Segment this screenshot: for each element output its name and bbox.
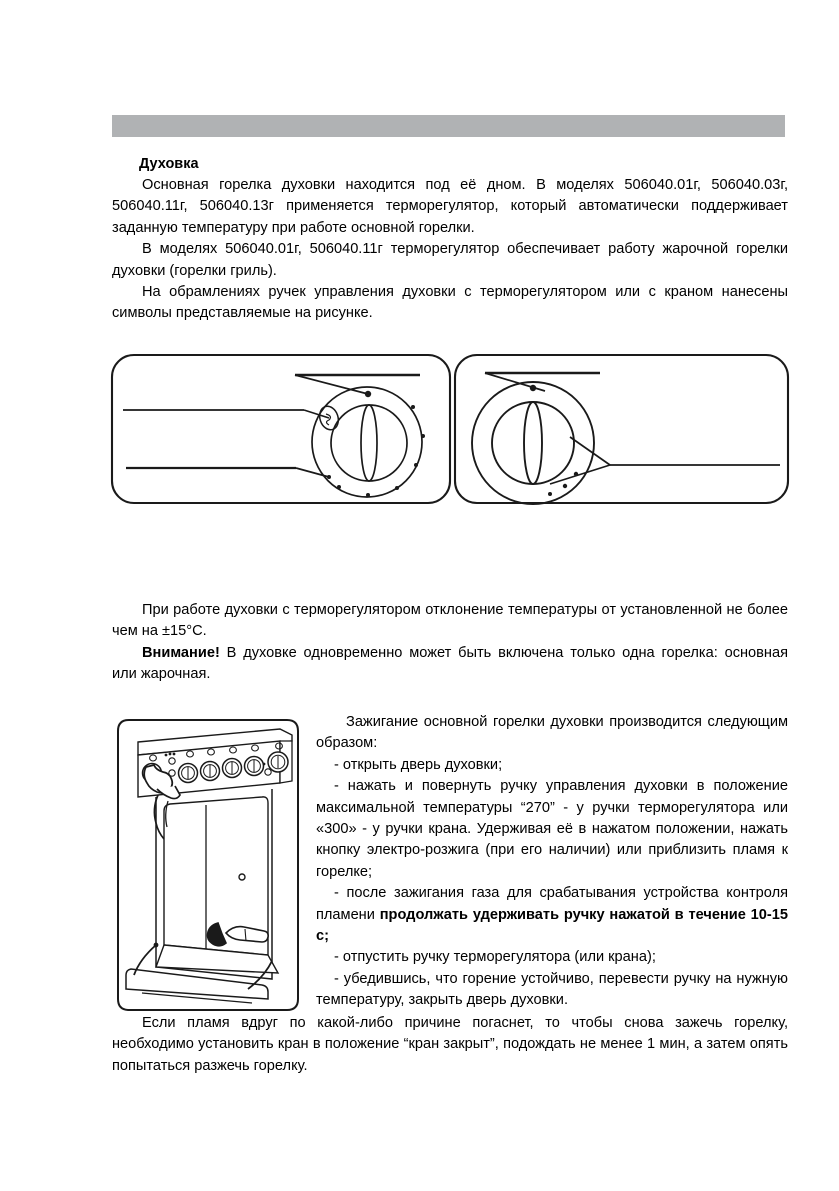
warning-paragraph (112, 643, 788, 686)
ignition-step-3-emphasis: продолжать удерживать ручку нажатой в течение 10-15 с; (316, 906, 788, 945)
closing-block (112, 1013, 788, 1077)
paragraph-1: Основная горелка духовки находится под её дном. В моделях 506040.01г, 506040.03г, 506040.11г, 506040.13г применяется терморегулятор, который автоматически поддерживает заданную температуру при работе основной горелки. (112, 177, 788, 236)
ignition-intro: Зажигание основной горелки духовки производится следующим образом: (316, 714, 788, 752)
paragraph-3: На обрамлениях ручек управления духовки с терморегулятором или с краном нанесены символы представляемые на рисунке. (112, 284, 788, 322)
tolerance-paragraph: При работе духовки с терморегулятором отклонение температуры от установленной не более чем на ±15°С. (112, 602, 788, 640)
header-band (112, 115, 785, 137)
ignition-instructions (112, 712, 788, 1015)
ignition-step-3-prefix: - после зажигания газа для срабатывания устройства контроля пламени (316, 885, 788, 923)
tolerance-and-warning-block (112, 600, 788, 686)
ignition-step-2: - нажать и повернуть ручку управления духовки в положение максимальной температуры “270” - у ручки терморегулятора или «300» - у ручки крана. Удерживая её в нажатом положении, нажать кнопку электро-розжига (при его наличии) или приблизить пламя к горелке; (316, 778, 788, 880)
warning-label: Внимание! (142, 644, 220, 661)
page-title: Духовка (139, 156, 199, 172)
oven-ignition-illustration (112, 717, 308, 1013)
paragraph-2: В моделях 506040.01г, 506040.11г терморегулятор обеспечивает работу жарочной горелки духовки (горелки гриль). (112, 241, 788, 279)
closing-paragraph: Если пламя вдруг по какой-либо причине погаснет, то чтобы снова зажечь горелку, необходимо установить кран в положение “кран закрыт”, подождать не менее 1 мин, а затем опять попытаться разжечь горелку. (112, 1015, 788, 1074)
oven-section (112, 155, 788, 325)
ignition-step-5: - убедившись, что горение устойчиво, перевести ручку на нужную температуру, закрыть дверь духовки. (316, 970, 788, 1009)
knob-diagram-right (455, 355, 788, 504)
knob-symbol-diagrams (110, 352, 790, 507)
ignition-step-1: - открыть дверь духовки; (334, 756, 503, 773)
ignition-step-4: - отпустить ручку терморегулятора (или крана); (334, 949, 656, 966)
knob-diagram-left (112, 355, 450, 503)
warning-text: В духовке одновременно может быть включена только одна горелка: основная или жарочная. (112, 644, 788, 683)
